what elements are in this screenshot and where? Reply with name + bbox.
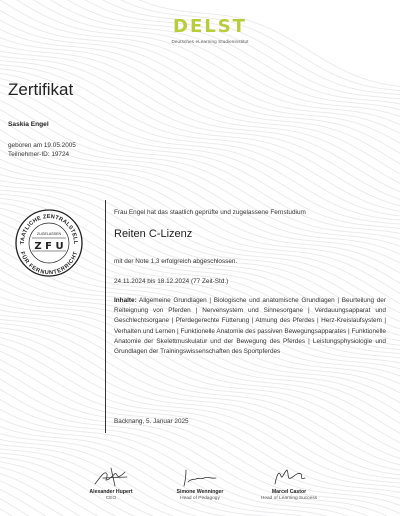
signature-mark bbox=[259, 466, 319, 488]
signatory-name: Simone Wenninger bbox=[176, 489, 224, 495]
signatory-role: CEO bbox=[105, 496, 117, 501]
seal-label: ZUGELASSEN bbox=[36, 232, 62, 236]
certificate-title: Zertifikat bbox=[8, 80, 74, 99]
place-and-date: Backnang, 5. Januar 2025 bbox=[114, 418, 189, 425]
signature-mark bbox=[81, 466, 141, 488]
course-name: Reiten C-Lizenz bbox=[114, 228, 193, 240]
logo-subtitle: Deutsches eLearning Studieninstitut bbox=[171, 39, 249, 44]
signatory-name: Alexander Hupert bbox=[89, 489, 133, 495]
signature-block-learning-success bbox=[234, 466, 344, 501]
divider-line bbox=[105, 200, 106, 433]
participant-id: Teilnehmer-ID: 19724 bbox=[8, 151, 70, 158]
signatory-name: Marcel Castor bbox=[271, 489, 307, 495]
birth-date: geboren am 19.05.2005 bbox=[8, 142, 76, 149]
grade-text: mit der Note 1,3 erfolgreich abgeschlossen. bbox=[114, 258, 238, 265]
delst-logo bbox=[150, 18, 270, 44]
course-period: 24.11.2024 bis 18.12.2024 (77 Zeit-Std.) bbox=[114, 278, 229, 285]
contents-text: Allgemeine Grundlagen | Biologische und anatomische Grundlagen | Beurteilung der Reiteignung von Pferden | Nervensystem und Sinnesorgane | Verdauungsapparat und Geschlechtsorgane | Pferdegerechte Fütterung | Atmung des Pferdes | Herz-Kreislaufsystem | Verhalten und Lernen | Funktionelle Anatomie des passiven Bewegungsapparates | Funktionelle Anatomie der Skelettmuskulatur und der Bewegung des Pferdes | Leistungsphysiologie und Grundlagen der Trainingswissenschaften des Sportpferdes bbox=[114, 297, 386, 356]
course-contents bbox=[114, 296, 386, 357]
seal-ring-top: TAATLICHE ZENTRALSTELL bbox=[19, 213, 79, 245]
seal-ring-bottom: FÜR FERNUNTERRICHT bbox=[18, 251, 80, 277]
logo-wordmark: DELST bbox=[173, 16, 247, 37]
signature-mark bbox=[170, 466, 230, 488]
seal-abbreviation: Z F U bbox=[34, 241, 64, 252]
signatory-role: Head of Learning Success bbox=[260, 496, 318, 501]
contents-label: Inhalte: bbox=[114, 297, 137, 304]
intro-text: Frau Engel hat das staatlich geprüfte und zugelassene Fernstudium bbox=[114, 209, 306, 216]
zfu-seal-icon bbox=[14, 208, 84, 278]
signatory-role: Head of Pedagogy bbox=[180, 496, 220, 501]
recipient-details bbox=[8, 141, 76, 159]
recipient-name: Saskia Engel bbox=[8, 121, 49, 128]
